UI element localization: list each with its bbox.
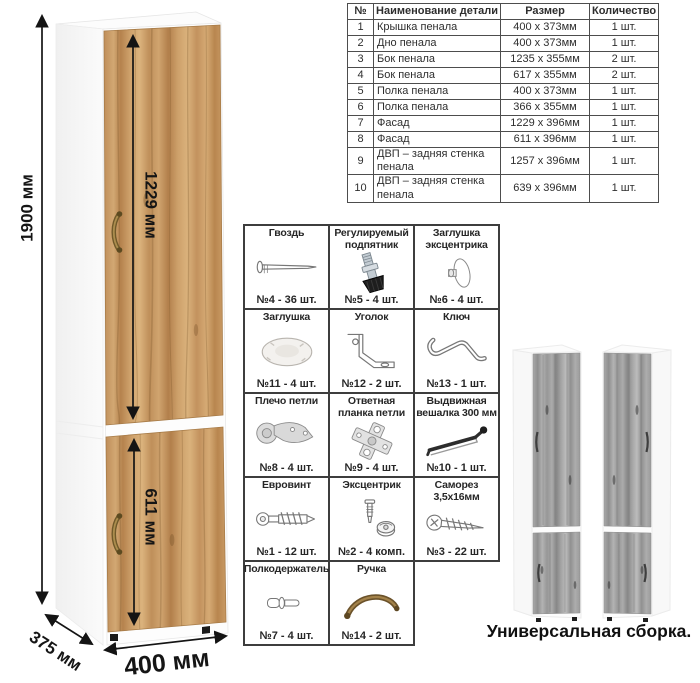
- hardware-item-name: Саморез 3,5х16мм: [433, 479, 480, 503]
- lower-door-dimension-label: 611 мм: [141, 488, 161, 546]
- table-cell: 4: [348, 68, 374, 84]
- hardware-item-count: №1 - 12 шт.: [256, 546, 317, 558]
- handle-icon: [331, 576, 412, 630]
- table-row: [348, 36, 659, 52]
- table-cell: 1 шт.: [590, 116, 659, 132]
- cam-lock-icon: [331, 492, 412, 546]
- variant-door-handle: [538, 564, 539, 582]
- cabinet-foot: [110, 634, 118, 641]
- hardware-grid: [243, 224, 500, 646]
- hardware-item-count: №2 - 4 комп.: [337, 546, 406, 558]
- hinge-plate-icon: [331, 419, 412, 462]
- hardware-item-name: Заглушка: [262, 311, 311, 323]
- table-row: [348, 20, 659, 36]
- cabinet-left-side: [56, 24, 103, 645]
- assembly-caption: Универсальная сборка.: [486, 621, 692, 641]
- table-row: [348, 84, 659, 100]
- hardware-item: [245, 310, 330, 394]
- cabinet-foot: [202, 626, 210, 634]
- table-cell: 1 шт.: [590, 36, 659, 52]
- table-cell: 400 х 373мм: [501, 20, 590, 36]
- width-dimension-label: 400 мм: [122, 643, 211, 682]
- hardware-item: [330, 562, 415, 646]
- hardware-item-name: Ключ: [443, 311, 470, 323]
- upper-door-dimension-label: 1229 мм: [141, 171, 161, 239]
- table-cell: 5: [348, 84, 374, 100]
- table-cell: Дно пенала: [374, 36, 501, 52]
- table-cell: 1235 х 355мм: [501, 52, 590, 68]
- table-cell: 1229 х 396мм: [501, 116, 590, 132]
- hardware-item-name: Плечо петли: [254, 395, 319, 407]
- table-cell: 8: [348, 132, 374, 148]
- left-variant-cabinet: [513, 345, 581, 622]
- table-cell: Бок пенала: [374, 68, 501, 84]
- table-cell: 1 шт.: [590, 175, 659, 202]
- hardware-item: [245, 226, 330, 310]
- height-dimension-label: 1900 мм: [17, 174, 37, 242]
- hardware-item: [330, 478, 415, 562]
- table-cell: 366 х 355мм: [501, 100, 590, 116]
- hardware-item: [415, 310, 500, 394]
- hardware-item-name: Уголок: [354, 311, 389, 323]
- table-row: [348, 175, 659, 202]
- nail-icon: [246, 240, 327, 294]
- hardware-item: [330, 310, 415, 394]
- hardware-item-name: Гвоздь: [268, 227, 305, 239]
- variant-lower-door: [604, 532, 651, 614]
- table-cell: 1257 х 396мм: [501, 148, 590, 175]
- variant-door-handle: [536, 432, 537, 452]
- universal-assembly-preview: [495, 330, 695, 625]
- hardware-item-count: №8 - 4 шт.: [259, 462, 314, 474]
- table-cell: 7: [348, 116, 374, 132]
- col-header-part-name: Наименование детали: [374, 4, 501, 20]
- hinge-arm-icon: [246, 408, 327, 462]
- variant-door-handle: [647, 432, 648, 452]
- hardware-item: [245, 478, 330, 562]
- shelf-pin-icon: [246, 576, 327, 630]
- variant-upper-door: [604, 353, 651, 527]
- table-row: [348, 116, 659, 132]
- table-row: [348, 68, 659, 84]
- variant-lower-door: [533, 532, 580, 614]
- table-cell: 3: [348, 52, 374, 68]
- table-cell: 6: [348, 100, 374, 116]
- table-cell: ДВП – задняя стенка пенала: [374, 148, 501, 175]
- hardware-item-count: №9 - 4 шт.: [344, 462, 399, 474]
- hardware-item-count: №12 - 2 шт.: [341, 378, 402, 390]
- hardware-item-count: №11 - 4 шт.: [256, 378, 317, 390]
- table-row: [348, 132, 659, 148]
- depth-dimension-label: 375 мм: [25, 627, 86, 675]
- table-row: [348, 148, 659, 175]
- hardware-item-count: №3 - 22 шт.: [426, 546, 487, 558]
- table-cell: 1 шт.: [590, 84, 659, 100]
- table-cell: 1 шт.: [590, 100, 659, 116]
- table-cell: Полка пенала: [374, 100, 501, 116]
- parts-table-header-row: [348, 4, 659, 20]
- table-row: [348, 52, 659, 68]
- hardware-item-count: №5 - 4 шт.: [344, 294, 399, 306]
- table-cell: 611 х 396мм: [501, 132, 590, 148]
- hardware-item: [245, 394, 330, 478]
- lower-door: [106, 425, 226, 635]
- table-cell: 1 шт.: [590, 20, 659, 36]
- table-cell: 1 шт.: [590, 132, 659, 148]
- hardware-item-name: Заглушка эксцентрика: [425, 227, 488, 251]
- table-cell: Крышка пенала: [374, 20, 501, 36]
- hardware-item-name: Евровинт: [261, 479, 312, 491]
- euro-screw-icon: [246, 492, 327, 546]
- table-cell: Полка пенала: [374, 84, 501, 100]
- hardware-item-count: №4 - 36 шт.: [256, 294, 317, 306]
- hardware-item-name: Регулируемый подпятник: [334, 227, 409, 251]
- col-header-size: Размер: [501, 4, 590, 20]
- hex-key-icon: [416, 324, 497, 378]
- cabinet-dimension-diagram: [0, 0, 250, 683]
- table-cell: 1 шт.: [590, 148, 659, 175]
- table-cell: 2 шт.: [590, 68, 659, 84]
- table-cell: ДВП – задняя стенка пенала: [374, 175, 501, 202]
- hardware-item-count: №14 - 2 шт.: [341, 630, 402, 642]
- hardware-item-name: Эксцентрик: [342, 479, 401, 491]
- hardware-item-name: Ручка: [356, 563, 387, 575]
- hardware-item-count: №7 - 4 шт.: [259, 630, 314, 642]
- table-cell: 10: [348, 175, 374, 202]
- col-header-quantity: Количество: [590, 4, 659, 20]
- hardware-item: [415, 478, 500, 562]
- hardware-item: [245, 562, 330, 646]
- upper-door: [104, 21, 223, 438]
- adjustable-foot-icon: [331, 251, 412, 294]
- table-cell: 400 х 373мм: [501, 84, 590, 100]
- variant-upper-door: [533, 353, 580, 527]
- right-variant-cabinet: [603, 345, 671, 622]
- hardware-item: [330, 394, 415, 478]
- table-cell: 400 х 373мм: [501, 36, 590, 52]
- variant-door-handle: [645, 564, 646, 582]
- hardware-item-count: №13 - 1 шт.: [426, 378, 487, 390]
- table-cell: 617 х 355мм: [501, 68, 590, 84]
- hardware-item: [415, 226, 500, 310]
- table-cell: Фасад: [374, 116, 501, 132]
- table-cell: 639 х 396мм: [501, 175, 590, 202]
- hardware-item-count: №6 - 4 шт.: [429, 294, 484, 306]
- table-cell: Фасад: [374, 132, 501, 148]
- table-cell: 1: [348, 20, 374, 36]
- cabinet-body: [56, 12, 228, 645]
- table-cell: Бок пенала: [374, 52, 501, 68]
- hardware-item-count: №10 - 1 шт.: [426, 462, 487, 474]
- hardware-item: [330, 226, 415, 310]
- table-cell: 2: [348, 36, 374, 52]
- hardware-item: [415, 394, 500, 478]
- corner-bracket-icon: [331, 324, 412, 378]
- hardware-item-name: Выдвижная вешалка 300 мм: [416, 395, 497, 419]
- parts-table: [347, 3, 659, 203]
- pullout-hanger-icon: [416, 419, 497, 462]
- hardware-item-name: Полкодержатель: [243, 563, 330, 575]
- round-cap-icon: [246, 324, 327, 378]
- cam-cover-icon: [416, 251, 497, 294]
- hardware-item-name: Ответная планка петли: [338, 395, 405, 419]
- parts-table-body: [348, 20, 659, 203]
- table-cell: 2 шт.: [590, 52, 659, 68]
- table-cell: 9: [348, 148, 374, 175]
- col-header-number: №: [348, 4, 374, 20]
- self-tapping-screw-icon: [416, 503, 497, 546]
- table-row: [348, 100, 659, 116]
